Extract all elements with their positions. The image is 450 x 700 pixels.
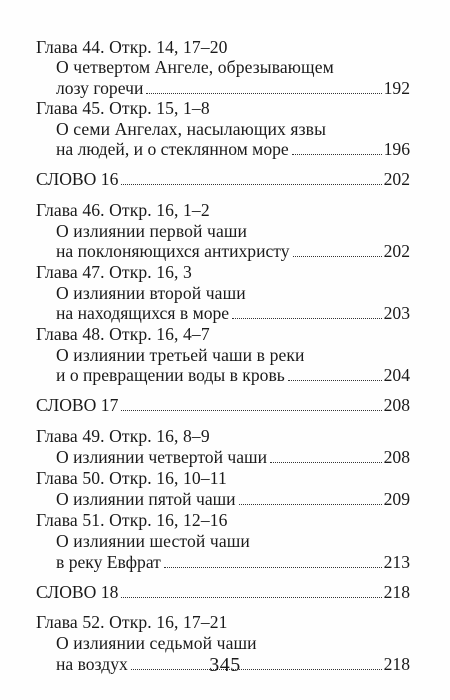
chapter-title-line: О излиянии седьмой чаши xyxy=(56,633,257,653)
page-number: 208 xyxy=(383,447,410,467)
page-number: 213 xyxy=(383,552,410,572)
page-number: 192 xyxy=(383,78,410,98)
chapter-title-line: О излиянии второй чаши xyxy=(56,283,246,303)
toc-entry-leader[interactable] xyxy=(56,241,410,262)
page-number: 218 xyxy=(383,582,410,602)
chapter-heading: Глава 50. Откр. 16, 10–11 xyxy=(36,468,227,488)
slovo-title: СЛОВО 16 xyxy=(36,169,119,189)
slovo-entry[interactable] xyxy=(36,582,410,603)
toc-entry-leader[interactable] xyxy=(56,365,410,386)
toc-entry-leader[interactable] xyxy=(56,78,410,99)
chapter-heading: Глава 51. Откр. 16, 12–16 xyxy=(36,510,228,530)
page-number: 196 xyxy=(383,139,410,159)
toc-entry-leader[interactable] xyxy=(56,303,410,324)
chapter-title-line: О семи Ангелах, насылающих язвы xyxy=(56,119,326,139)
page-number: 209 xyxy=(383,489,410,509)
chapter-title-line: О четвертом Ангеле, обрезывающем xyxy=(56,57,334,77)
slovo-title: СЛОВО 17 xyxy=(36,395,119,415)
chapter-title-line: в реку Евфрат xyxy=(56,552,161,572)
chapter-title-line: О излиянии первой чаши xyxy=(56,221,248,241)
chapter-title-line: на людей, и о стеклянном море xyxy=(56,139,289,159)
page-number: 204 xyxy=(383,365,410,385)
dot-leader xyxy=(146,92,381,94)
chapter-heading: Глава 47. Откр. 16, 3 xyxy=(36,262,192,282)
chapter-title-line: на поклоняющихся антихристу xyxy=(56,241,290,261)
page-number: 202 xyxy=(383,169,410,189)
chapter-title-line: на находящихся в море xyxy=(56,303,230,323)
chapter-title-line: О излиянии шестой чаши xyxy=(56,531,250,551)
dot-leader xyxy=(288,379,382,381)
dot-leader xyxy=(270,461,382,463)
chapter-title-line: и о превращении воды в кровь xyxy=(56,365,285,385)
dot-leader xyxy=(232,317,382,319)
toc-entry-leader[interactable] xyxy=(56,139,410,160)
toc-entry-leader[interactable] xyxy=(56,552,410,573)
chapter-heading: Глава 49. Откр. 16, 8–9 xyxy=(36,426,210,446)
dot-leader xyxy=(164,566,382,568)
page-number: 218 xyxy=(383,654,410,674)
chapter-title-line: О излиянии четвертой чаши xyxy=(56,447,268,467)
dot-leader xyxy=(121,183,381,185)
chapter-title-line: О излиянии третьей чаши в реки xyxy=(56,345,305,365)
dot-leader xyxy=(293,255,382,257)
chapter-heading: Глава 45. Откр. 15, 1–8 xyxy=(36,98,210,118)
chapter-heading: Глава 52. Откр. 16, 17–21 xyxy=(36,612,228,632)
slovo-entry[interactable] xyxy=(36,395,410,416)
page-number: 208 xyxy=(383,395,410,415)
toc-entry-leader[interactable] xyxy=(56,447,410,468)
chapter-heading: Глава 44. Откр. 14, 17–20 xyxy=(36,37,228,57)
chapter-heading: Глава 48. Откр. 16, 4–7 xyxy=(36,324,210,344)
dot-leader xyxy=(121,596,381,598)
slovo-entry[interactable] xyxy=(36,169,410,190)
chapter-heading: Глава 46. Откр. 16, 1–2 xyxy=(36,200,210,220)
slovo-title: СЛОВО 18 xyxy=(36,582,119,602)
toc-entry-leader[interactable] xyxy=(56,489,410,510)
dot-leader xyxy=(292,153,382,155)
dot-leader xyxy=(239,503,382,505)
page-number: 203 xyxy=(383,303,410,323)
page-folio: 345 xyxy=(209,654,241,676)
dot-leader xyxy=(121,409,381,411)
page-number: 202 xyxy=(383,241,410,261)
chapter-title-line: на воздух xyxy=(56,654,128,674)
chapter-title-line: лозу горечи xyxy=(56,78,144,98)
chapter-title-line: О излиянии пятой чаши xyxy=(56,489,236,509)
